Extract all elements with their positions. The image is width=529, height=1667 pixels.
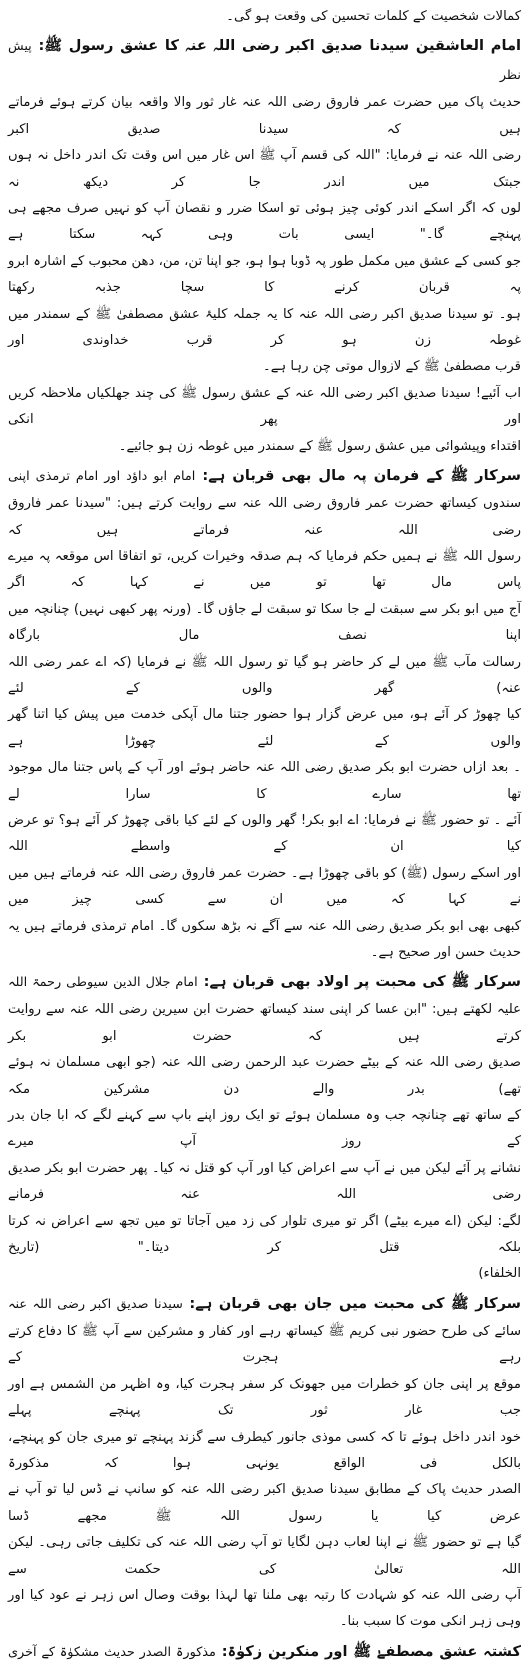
text-line: اور اسکے رسول (ﷺ) کو باقی چھوڑا ہے۔ حضرت عمر فاروق رضی اللہ عنہ فرماتے ہیں میں نے کہا کہ میں ان سے کسی چیز میں bbox=[8, 865, 521, 908]
section-heading-continuation: سیدنا صدیق اکبر رضی اللہ عنہ bbox=[8, 1296, 183, 1312]
text-line: آپ رضی اللہ عنہ کو شہادت کا رتبہ بھی ملنا تھا لہذا بوقت وصال اس زہر نے عود کیا اور وہی زہر انکی موت کا سبب بنا۔ bbox=[8, 1587, 521, 1630]
text-line: رضی اللہ عنہ نے فرمایا: "اللہ کی قسم آپ ﷺ اس غار میں اس وقت تک اندر داخل نہ ہوں جبتک میں اندر جا کر دیکھ نہ bbox=[8, 148, 521, 190]
text-line: اب آئیے! سیدنا صدیق اکبر رضی اللہ عنہ کے عشق رسول ﷺ کی چند جھلکیاں ملاحظہ کریں اور پھر انکی bbox=[8, 385, 521, 428]
section-heading bbox=[8, 1290, 521, 1319]
section-heading bbox=[8, 968, 521, 997]
text-line: نشانے پر آئے لیکن میں نے آپ سے اعراض کیا اور آپ کو قتل نہ کیا۔ پھر حضرت ابو بکر صدیق رضی اللہ عنہ فرمانے bbox=[8, 1160, 521, 1203]
text-line: الصدر حدیث پاک کے مطابق سیدنا صدیق اکبر رضی اللہ عنہ کو سانپ نے ڈس لیا تو آپ نے عرض کیا یا رسول اللہ ﷺ مجھے ڈسا bbox=[8, 1482, 521, 1524]
text-line: سندوں کیساتھ حضرت عمر فاروق رضی اللہ عنہ سے روایت کرتے ہیں: "سیدنا عمر فاروق رضی اللہ عنہ فرماتے ہیں کہ bbox=[8, 496, 521, 538]
text-line: خود اندر داخل ہوئے تا کہ کسی موذی جانور کیطرف سے گزند پہنچے تو میری جان کو پہنچے، بالکل فی الواقع یونہی ہوا کہ مذکورۃ bbox=[8, 1429, 521, 1471]
section-heading-continuation: امام جلال الدین سیوطی رحمۃ اللہ bbox=[8, 975, 198, 991]
text-line: ۔ بعد ازاں حضرت ابو بکر صدیق رضی اللہ عنہ حاضر ہوئے اور آپ کے پاس جتنا مال موجود تھا سارے کا سارا لے bbox=[8, 760, 521, 802]
paragraph bbox=[8, 4, 521, 30]
paragraph bbox=[8, 1319, 521, 1636]
section-heading-title: سرکار ﷺ کی محبت پر اولاد بھی قربان ہے: bbox=[203, 973, 521, 991]
text-line: قرب مصطفیٰ ﷺ کے لازوال موتی چن رہا ہے۔ bbox=[263, 359, 521, 375]
text-line: اقتداء وپیشوائی میں عشق رسول ﷺ کے سمندر میں غوطہ زن ہو جائیے۔ bbox=[118, 438, 521, 454]
text-line: گیا ہے تو حضور ﷺ نے اپنا لعاب دہن لگایا تو آپ رضی اللہ عنہ کی تکلیف جاتی رہی۔ لیکن اللہ تعالیٰ کی حکمت سے bbox=[8, 1535, 521, 1577]
text-line: کبھی بھی ابو بکر صدیق رضی اللہ عنہ سے آگے نہ بڑھ سکوں گا۔ امام ترمذی فرماتے ہیں یہ حدیث حسن اور صحیح ہے۔ bbox=[8, 918, 521, 960]
section-heading-title: سرکار ﷺ کے فرمان پہ مال بھی قربان ہے: bbox=[202, 467, 521, 485]
text-line: موقع پر اپنی جان کو خطرات میں جھونک کر سفر ہجرت کیا، وہ اظہر من الشمس ہے اور جب غار ثور تک پہنچے پہلے bbox=[8, 1376, 521, 1419]
section-heading-continuation: مذکورۃ الصدر حدیث مشکوٰۃ کے آخری bbox=[8, 1644, 216, 1660]
text-line: آئے ۔ تو حضور ﷺ نے فرمایا: اے ابو بکر! گھر والوں کے لئے کیا باقی چھوڑ کر آئے ہو؟ تو عرض کیا ان کے واسطے اللہ bbox=[8, 812, 521, 855]
text-line: الخلفاء) bbox=[478, 1266, 521, 1282]
text-line: لگے: لیکن (اے میرے بیٹے) اگر تو میری تلوار کی زد میں آجاتا تو میں تجھ سے اعراض نہ کرتا بلکہ قتل کر دیتا۔" (تاریخ bbox=[8, 1213, 521, 1256]
text-line: لوں کہ اگر اسکے اندر کوئی چیز ہوئی تو اسکا ضرر و نقصان آپ کو نہیں صرف مجھے ہی پہنچے گا۔" ایسی بات وہی کہہ سکتا ہے bbox=[8, 201, 521, 243]
text-line: صدیق رضی اللہ عنہ کے بیٹے حضرت عبد الرحمن رضی اللہ عنہ (جو ابھی مسلمان نہ ہوئے تھے) بدر والے دن مشرکین مکہ bbox=[8, 1055, 521, 1097]
paragraph bbox=[8, 491, 521, 966]
paragraph bbox=[8, 997, 521, 1287]
text-line: ہو۔ تو سیدنا صدیق اکبر رضی اللہ عنہ کا یہ جملہ کلیۂ عشق مصطفیٰ ﷺ کے سمندر میں غوطہ زن ہو کر قرب خداوندی اور bbox=[8, 306, 521, 349]
text-line: آج میں ابو بکر سے سبقت لے جا سکا تو سبقت لے جاؤں گا۔ (ورنہ پھر کبھی نہیں) چنانچہ میں اپنا نصف مال بارگاہ bbox=[8, 601, 521, 644]
text-line: کیا چھوڑ کر آئے ہو، میں عرض گزار ہوا حضور جتنا مال آپکی خدمت میں پیش کیا اتنا گھر والوں کے لئے چھوڑا ہے bbox=[8, 707, 521, 749]
paragraph bbox=[8, 90, 521, 380]
text-line: رسالت مآب ﷺ میں لے کر حاضر ہو گیا تو رسول اللہ ﷺ نے فرمایا (کہ اے عمر رضی اللہ عنہ) گھر والوں کے لئے bbox=[8, 654, 521, 696]
text-line: سائے کی طرح حضور نبی کریم ﷺ کیساتھ رہے اور کفار و مشرکین سے آپ ﷺ کا دفاع کرتے رہے ہجرت کے bbox=[8, 1323, 521, 1366]
text-line: حدیث پاک میں حضرت عمر فاروق رضی اللہ عنہ غار ثور والا واقعہ بیان کرتے ہوئے فرماتے ہیں کہ سیدنا صدیق اکبر bbox=[8, 95, 521, 137]
section-heading-continuation: امام ابو داؤد اور امام ترمذی اپنی bbox=[8, 469, 196, 485]
section-heading-title: کشتہ عشق مصطفےٰ ﷺ اور منکرین زکوٰۃ: bbox=[221, 1642, 521, 1660]
text-line: کمالات شخصیت کے کلمات تحسین کی وقعت ہو گی۔ bbox=[226, 9, 521, 24]
paragraph bbox=[8, 381, 521, 460]
text-line: رسول اللہ ﷺ نے ہمیں حکم فرمایا کہ ہم صدقہ وخیرات کریں، تو اتفاقا اس موقعہ پہ میرے پاس مال تھا تو میں نے کہا کہ اگر bbox=[8, 548, 521, 591]
section-heading bbox=[8, 1638, 521, 1667]
section-heading-title: سرکار ﷺ کی محبت میں جان بھی قربان ہے: bbox=[189, 1294, 521, 1312]
text-line: کے ساتھ تھے چنانچہ جب وہ مسلمان ہوئے تو ایک روز اپنے باپ سے کہنے لگے کہ ابا جان بدر کے روز آپ میرے bbox=[8, 1108, 521, 1150]
section-heading bbox=[8, 462, 521, 491]
section-heading-title: امام العاشقین سیدنا صدیق اکبر رضی اللہ عنہ کا عشق رسول ﷺ: bbox=[38, 37, 521, 55]
text-line: جو کسی کے عشق میں مکمل طور پہ ڈوبا ہوا ہو، جو اپنا تن، من، دھن محبوب کے اشارہ ابرو پہ قربان کرنے کا سچا جذبہ رکھتا bbox=[8, 253, 521, 296]
section-heading bbox=[8, 32, 521, 90]
section-heading-continuation: پیش نظر bbox=[8, 39, 521, 84]
text-line: علیہ لکھتے ہیں: "ابن عسا کر اپنی سند کیساتھ حضرت ابن سیرین رضی اللہ عنہ سے روایت کرتے ہیں کہ حضرت ابو بکر bbox=[8, 1002, 521, 1044]
